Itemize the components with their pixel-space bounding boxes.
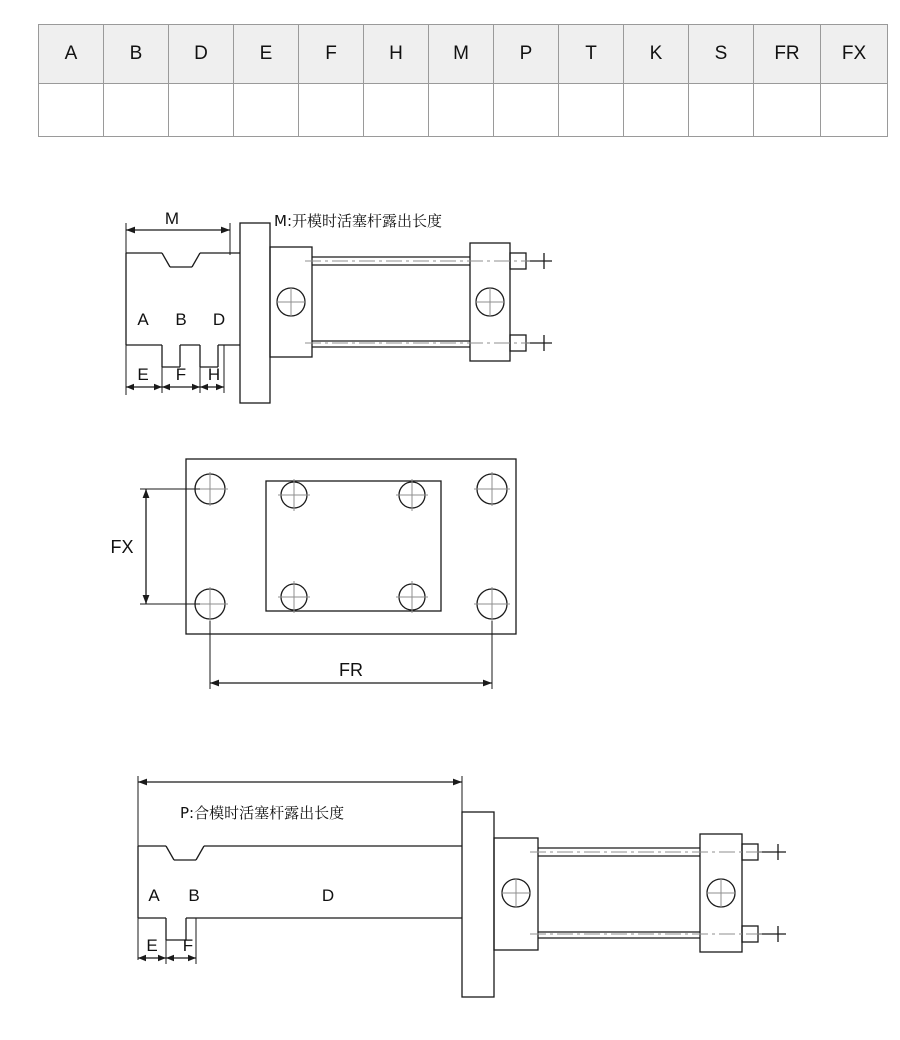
table-value-cell-f[interactable] [299, 84, 364, 137]
label-f: F [182, 936, 194, 955]
label-f: F [175, 365, 187, 384]
table-value-cell-p[interactable] [494, 84, 559, 137]
table-value-cell-fr[interactable] [754, 84, 821, 137]
table-header-cell-d: D [169, 25, 234, 84]
label-fr: FR [339, 660, 363, 680]
table-header-cell-e: E [234, 25, 299, 84]
table-header-row [39, 25, 888, 84]
table-header-cell-f: F [299, 25, 364, 84]
figure-top-svg [100, 195, 800, 430]
label-d: D [321, 886, 335, 905]
table-value-cell-t[interactable] [559, 84, 624, 137]
label-a: A [148, 886, 160, 905]
table-header-cell-fx: FX [821, 25, 888, 84]
table-header-cell-k: K [624, 25, 689, 84]
table-header-cell-p: P [494, 25, 559, 84]
table-value-cell-b[interactable] [104, 84, 169, 137]
label-d: D [212, 310, 226, 329]
table-header-cell-m: M [429, 25, 494, 84]
table-value-cell-k[interactable] [624, 84, 689, 137]
label-e: E [146, 936, 158, 955]
label-b: B [188, 886, 200, 905]
label-a: A [137, 310, 149, 329]
table-header-cell-s: S [689, 25, 754, 84]
table-header-cell-h: H [364, 25, 429, 84]
label-m: M [164, 209, 180, 228]
label-b: B [175, 310, 187, 329]
table-value-cell-fx[interactable] [821, 84, 888, 137]
table-value-cell-a[interactable] [39, 84, 104, 137]
label-h: H [207, 365, 221, 384]
table-value-cell-s[interactable] [689, 84, 754, 137]
label-fx: FX [110, 537, 134, 557]
table-header-cell-t: T [559, 25, 624, 84]
table-value-cell-d[interactable] [169, 84, 234, 137]
table-header-cell-a: A [39, 25, 104, 84]
figure-middle-svg [100, 445, 800, 720]
figure-bottom-svg [100, 760, 860, 1020]
note-open-mold: M:开模时活塞杆露出长度 [274, 212, 442, 230]
label-e: E [137, 365, 149, 384]
table-value-cell-m[interactable] [429, 84, 494, 137]
table-value-row [39, 84, 888, 137]
figure-flange-front [100, 445, 800, 720]
note-closed-mold: P:合模时活塞杆露出长度 [180, 804, 345, 822]
table-header-cell-b: B [104, 25, 169, 84]
table-header-cell-fr: FR [754, 25, 821, 84]
figure-cylinder-closed-mold [100, 760, 860, 1020]
dimension-table [38, 24, 888, 137]
table-value-cell-e[interactable] [234, 84, 299, 137]
figure-cylinder-open-mold [100, 195, 800, 430]
table-value-cell-h[interactable] [364, 84, 429, 137]
